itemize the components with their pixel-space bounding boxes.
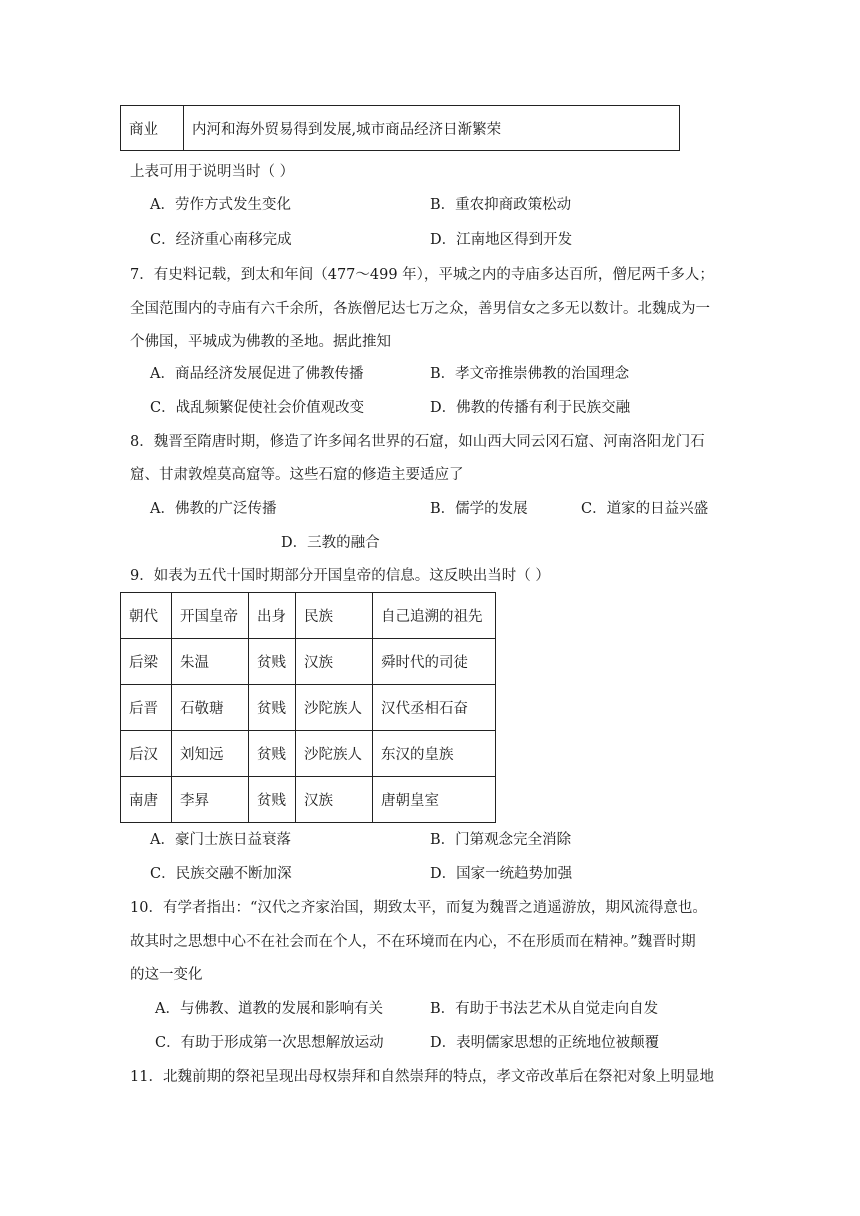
q7-line-3: 个佛国，平城成为佛教的圣地。据此推知 [130,334,391,350]
q8-option-a: A．佛教的广泛传播 [150,501,277,517]
q6-stem: 上表可用于说明当时（ ） [130,164,295,180]
commerce-table [120,105,680,151]
table-row [121,685,496,731]
table-cell: 后汉 [121,731,172,777]
q10-option-d: D．表明儒家思想的正统地位被颠覆 [430,1035,660,1051]
table-header-cell: 朝代 [121,593,172,639]
table-row [121,639,496,685]
table-cell: 沙陀族人 [296,731,373,777]
q8-option-d: D．三教的融合 [281,535,380,551]
q7-line-2: 全国范围内的寺庙有六千余所，各族僧尼达七万之众，善男信女之多无以数计。北魏成为一 [130,301,710,317]
q6-option-a: A．劳作方式发生变化 [150,197,291,213]
table-cell: 石敬瑭 [172,685,249,731]
q7-option-c: C．战乱频繁促使社会价值观改变 [150,400,365,416]
table-header-cell: 民族 [296,593,373,639]
table-cell: 刘知远 [172,731,249,777]
table-cell: 贫贱 [249,777,296,823]
table-cell: 贫贱 [249,639,296,685]
table-cell: 舜时代的司徒 [373,639,496,685]
table-row [121,106,680,151]
q8-option-b: B．儒学的发展 [430,501,528,517]
q6-option-b: B．重农抑商政策松动 [430,197,572,213]
table-cell: 内河和海外贸易得到发展,城市商品经济日渐繁荣 [184,106,680,151]
table-cell: 汉代丞相石奋 [373,685,496,731]
table-cell: 汉族 [296,639,373,685]
table-cell: 汉族 [296,777,373,823]
table-cell: 后梁 [121,639,172,685]
q10-option-c: C．有助于形成第一次思想解放运动 [155,1035,384,1051]
table-header-row [121,593,496,639]
q10-line-2: 故其时之思想中心不在社会而在个人，不在环境而在内心，不在形质而在精神。”魏晋时期 [130,934,696,950]
q11-line-1: 11．北魏前期的祭祀呈现出母权崇拜和自然崇拜的特点，孝文帝改革后在祭祀对象上明显地 [130,1069,714,1085]
q10-line-3: 的这一变化 [130,967,203,983]
table-cell: 沙陀族人 [296,685,373,731]
table-cell: 后晋 [121,685,172,731]
q10-line-1: 10．有学者指出：“汉代之齐家治国，期致太平，而复为魏晋之逍遥游放，期风流得意也。 [130,900,707,916]
table-row [121,777,496,823]
q9-option-c: C．民族交融不断加深 [150,866,292,882]
q9-option-b: B．门第观念完全消除 [430,832,572,848]
table-cell: 南唐 [121,777,172,823]
table-row [121,731,496,777]
q8-option-c: C．道家的日益兴盛 [581,501,709,517]
q6-option-c: C．经济重心南移完成 [150,232,292,248]
dynasty-table [120,592,496,823]
table-cell: 商业 [121,106,184,151]
table-cell: 朱温 [172,639,249,685]
q9-option-d: D．国家一统趋势加强 [430,866,573,882]
table-cell: 贫贱 [249,731,296,777]
table-cell: 李昪 [172,777,249,823]
q10-option-b: B．有助于书法艺术从自觉走向自发 [430,1001,659,1017]
table-header-cell: 自己追溯的祖先 [373,593,496,639]
q7-option-d: D．佛教的传播有利于民族交融 [430,400,631,416]
q8-line-1: 8．魏晋至隋唐时期，修造了许多闻名世界的石窟，如山西大同云冈石窟、河南洛阳龙门石 [130,434,705,450]
q6-option-d: D．江南地区得到开发 [430,232,573,248]
q7-line-1: 7．有史料记载，到太和年间（477～499 年），平城之内的寺庙多达百所，僧尼两千多人； [130,267,714,283]
q7-option-b: B．孝文帝推崇佛教的治国理念 [430,366,630,382]
q8-line-2: 窟、甘肃敦煌莫高窟等。这些石窟的修造主要适应了 [130,467,464,483]
table-cell: 东汉的皇族 [373,731,496,777]
q9-option-a: A．豪门士族日益衰落 [150,832,291,848]
table-cell: 唐朝皇室 [373,777,496,823]
q10-option-a: A．与佛教、道教的发展和影响有关 [155,1001,383,1017]
table-cell: 贫贱 [249,685,296,731]
q9-stem: 9．如表为五代十国时期部分开国皇帝的信息。这反映出当时（ ） [130,568,550,584]
q7-option-a: A．商品经济发展促进了佛教传播 [150,366,364,382]
table-header-cell: 开国皇帝 [172,593,249,639]
table-header-cell: 出身 [249,593,296,639]
